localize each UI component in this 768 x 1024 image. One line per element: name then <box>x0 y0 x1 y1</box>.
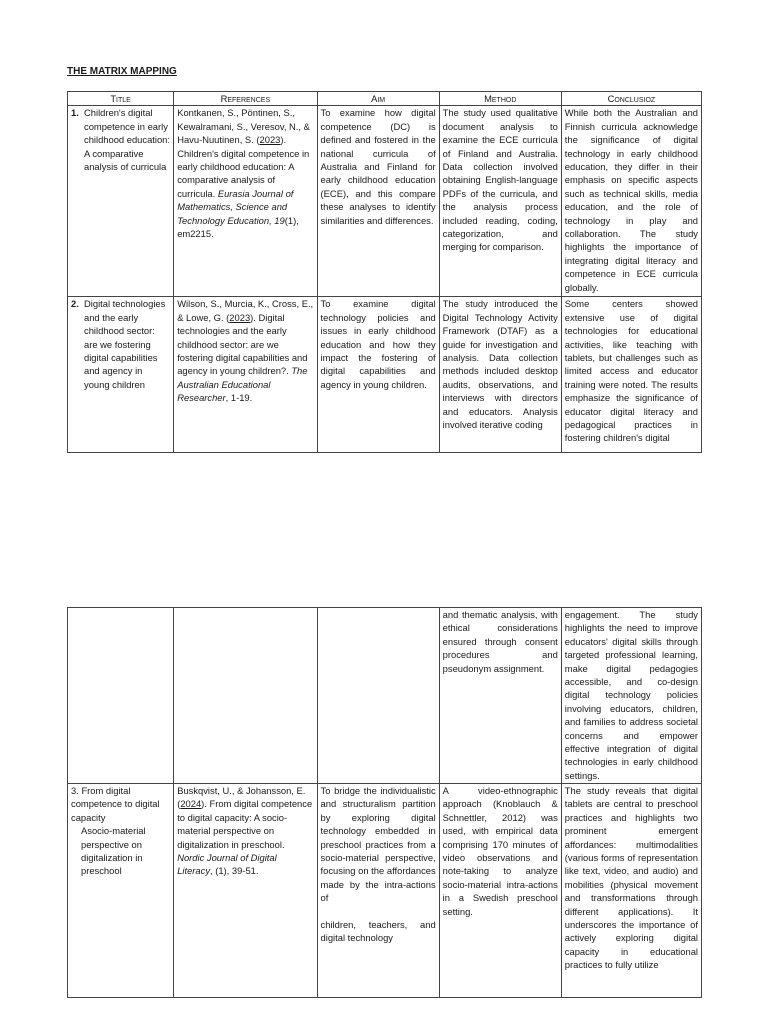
reference-year-link[interactable]: 2023 <box>229 311 251 323</box>
page-title: THE MATRIX MAPPING <box>67 66 177 77</box>
aim-cell <box>317 784 439 998</box>
method-cell: and thematic analysis, with ethical considerations ensured through consent procedures and pseudonym assignment. <box>439 608 561 784</box>
aim-text-continued: children, teachers, and digital technology <box>320 919 436 944</box>
matrix-table-part-2 <box>67 607 702 998</box>
reference-year-link[interactable]: 2023 <box>259 134 281 146</box>
table-row <box>68 106 702 297</box>
study-title: Digital technologies and the early childhood sector: are we fostering digital capabilities and agency in young children <box>84 298 166 390</box>
method-cell: The study introduced the Digital Technology Activity Framework (DTAF) as a guide for investigation and analysis. Data collection methods included desktop audits, observations, and interviews with directors and educators. Analysis involved iterative coding <box>439 297 561 453</box>
row-number: 1. <box>71 107 79 119</box>
header-conclusion: Conclusioz <box>561 92 701 106</box>
title-cell <box>68 106 174 297</box>
reference-title: ). Children's digital competence in early childhood education: A comparative analysis of curricula. <box>177 134 310 199</box>
reference-cell <box>174 784 317 998</box>
header-row <box>68 92 702 106</box>
conclusion-cell: engagement. The study highlights the need to improve educators' digital skills through targeted professional learning, make digital pedagogies accessible, and co-design digital technology policies involving educators, children, and families to address societal concerns and empower effective integration of digital technologies in early childhood settings. <box>561 608 701 784</box>
reference-issue: , 1-19. <box>225 392 253 404</box>
header-title: Title <box>68 92 174 106</box>
reference-year-link[interactable]: 2024 <box>180 798 202 810</box>
title-cell <box>68 608 174 784</box>
aim-cell: To examine how digital competence (DC) is defined and fostered in the national curricula of Australia and Finland for early childhood education (ECE), and this compare these analyses to identify similarities and differences. <box>317 106 439 297</box>
conclusion-cell: While both the Australian and Finnish curricula acknowledge the significance of digital technology in early childhood education, they differ in their emphasis on specific aspects such as technical skills, media education, and the role of technology in play and collaboration. The study highlights the importance of integrating digital literacy and competence in ECE curricula globally. <box>561 106 701 297</box>
reference-cell <box>174 297 317 453</box>
header-aim: Aim <box>317 92 439 106</box>
header-references: References <box>174 92 317 106</box>
reference-issue: (1), em2215. <box>177 214 299 240</box>
study-title: Children's digital competence in early childhood education: A comparative analysis of curricula <box>84 107 171 173</box>
method-cell: The study used qualitative document analysis to examine the ECE curricula of Finland and Australia. Data collection involved obtaining English-language PDFs of the curricula, and the analysis process included reading, coding, categorization, and merging for comparison. <box>439 106 561 297</box>
reference-cell <box>174 106 317 297</box>
reference-authors: Kontkanen, S., Pöntinen, S., Kewalramani, S., Veresov, N., & Havu-Nuutinen, S. ( <box>177 107 310 146</box>
reference-journal: Nordic Journal of Digital Literacy <box>177 852 277 877</box>
matrix-table-part-1 <box>67 91 702 453</box>
table-row <box>68 784 702 998</box>
study-subtitle: Asocio-material perspective on digitalization in preschool <box>81 825 146 877</box>
row-number: 3. <box>71 785 79 796</box>
reference-journal: The Australian Educational Researcher <box>177 365 308 404</box>
title-cell <box>68 784 174 998</box>
aim-cell: To examine digital technology policies and issues in early childhood education and how they impact the fostering of digital capabilities and agency in young children. <box>317 297 439 453</box>
method-cell: A video-ethnographic approach (Knoblauch & Schnettler, 2012) was used, with empirical data comprising 170 minutes of video observations and note-taking to analyze socio-material intra-actions in a Swedish preschool setting. <box>439 784 561 998</box>
row-number: 2. <box>71 298 79 310</box>
reference-issue: , (1), 39-51. <box>210 865 259 877</box>
table-row <box>68 297 702 453</box>
study-title: From digital competence to digital capacity <box>71 785 160 823</box>
aim-cell <box>317 608 439 784</box>
reference-cell <box>174 608 317 784</box>
reference-title: ). Digital technologies and the early childhood sector: are we fostering digital capabilities and agency in young children?. <box>177 311 308 377</box>
table-row-continued <box>68 608 702 784</box>
reference-authors: Buskqvist, U., & Johansson, E. ( <box>177 785 306 810</box>
reference-title: ). From digital competence to digital capacity: A socio-material perspective on digitalization in preschool. <box>177 798 313 850</box>
aim-text: To bridge the individualistic and structuralism partition by exploring digital technology embedded in preschool practices from a socio-material perspective, focusing on the affordances made by the intra-actions of <box>320 785 436 904</box>
conclusion-cell: The study reveals that digital tablets are central to preschool practices and highlights two prominent emergent affordances: multimodalities (various forms of representation like text, video, and audio) and mobilities (physical movement and transformations through different applications). It underscores the importance of actively exploring digital capacity in educational practices to fully utilize <box>561 784 701 998</box>
reference-authors: Wilson, S., Murcia, K., Cross, E., & Lowe, G. ( <box>177 298 314 323</box>
title-cell <box>68 297 174 453</box>
conclusion-cell: Some centers showed extensive use of digital technologies for educational activities, like teaching with tablets, but challenges such as limited access and educator training were noted. The results emphasize the significance of educator digital literacy and pedagogical practices in fostering children's digital <box>561 297 701 453</box>
reference-journal: Eurasia Journal of Mathematics, Science and Technology Education, 19 <box>177 187 294 226</box>
header-method: Method <box>439 92 561 106</box>
